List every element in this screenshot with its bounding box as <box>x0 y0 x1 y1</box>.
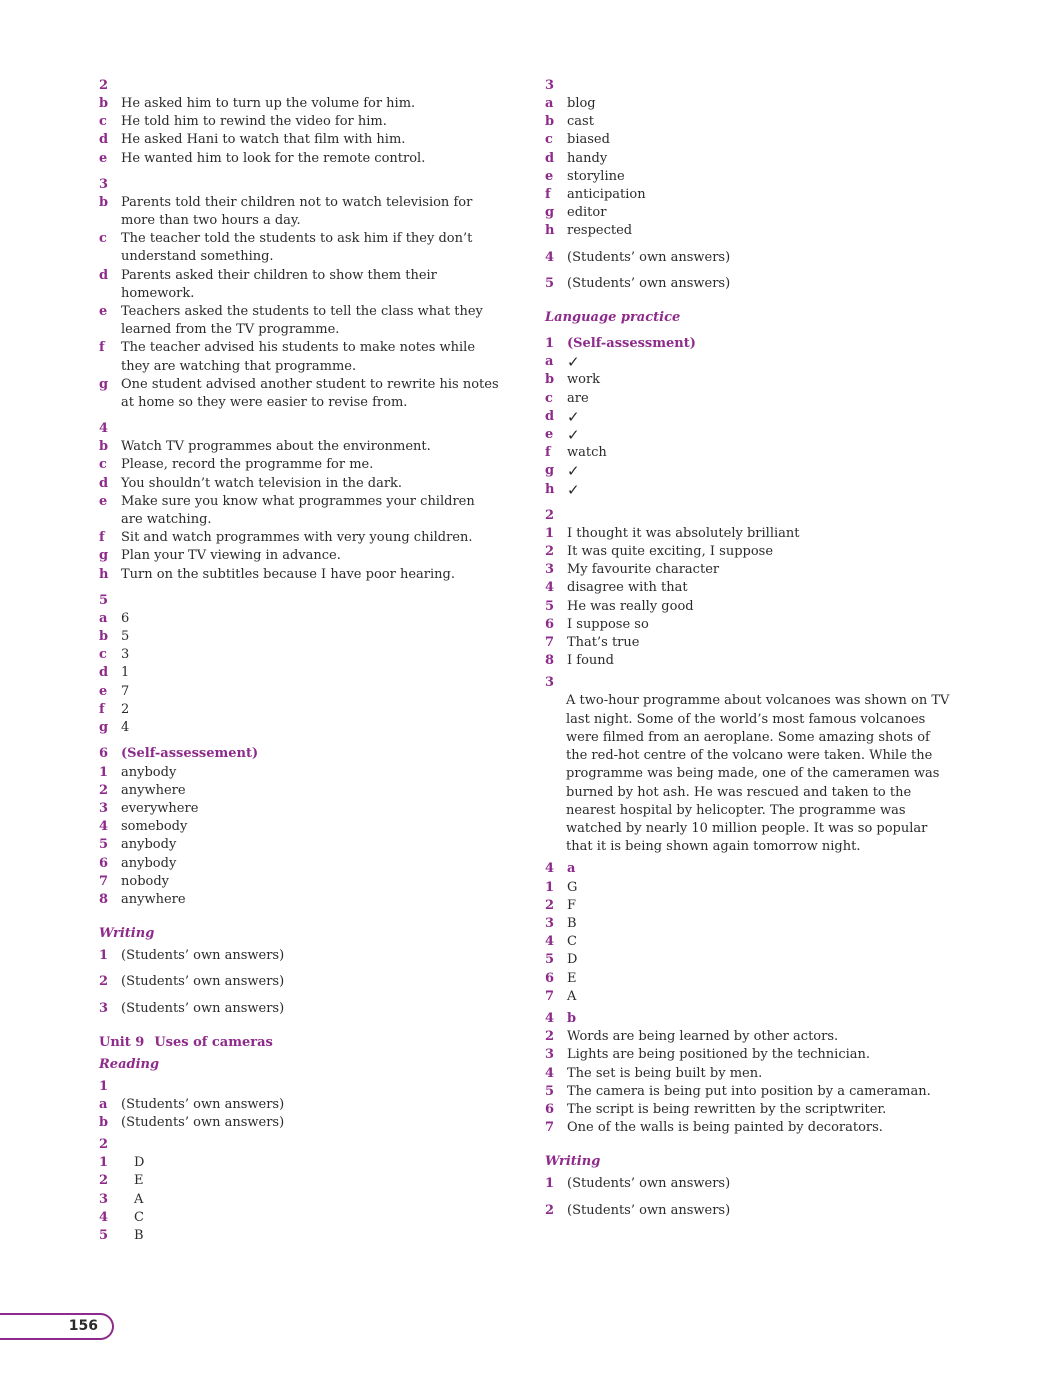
item-label: d <box>99 267 109 283</box>
item-text: 2 <box>121 701 130 717</box>
item-label: g <box>545 463 555 479</box>
item-label: h <box>99 566 109 582</box>
item-label: 7 <box>545 988 555 1004</box>
list-item <box>545 897 955 915</box>
item-label: 7 <box>99 873 109 889</box>
item-text: I suppose so <box>567 616 649 632</box>
item-label: 2 <box>545 544 555 560</box>
list-item <box>99 800 499 818</box>
list-item <box>545 951 955 969</box>
item-label: f <box>545 187 551 203</box>
list-item <box>99 610 499 628</box>
exercise-number: 2 <box>545 507 555 523</box>
item-label: 2 <box>99 1173 109 1189</box>
item-text: D <box>567 952 578 968</box>
exercise-header <box>99 745 499 763</box>
item-label: 6 <box>99 855 109 871</box>
answer-list <box>99 95 499 168</box>
item-text: 4 <box>121 720 130 736</box>
item-text: The camera is being put into position by a cameraman. <box>567 1083 931 1099</box>
list-item <box>545 408 955 426</box>
item-text: 3 <box>121 647 130 663</box>
item-text: 5 <box>121 629 130 645</box>
item-text: Words are being learned by other actors. <box>567 1029 839 1045</box>
item-label: b <box>99 629 109 645</box>
item-label: 2 <box>545 1202 555 1218</box>
item-label: 4 <box>99 1209 109 1225</box>
item-label: 4 <box>545 249 555 265</box>
list-item <box>545 1083 955 1101</box>
item-label: 8 <box>545 653 555 669</box>
list-item <box>99 818 499 836</box>
answer-list <box>545 1028 955 1137</box>
item-text: Parents told their children not to watch television for more than two hours a day. <box>121 194 473 229</box>
item-text: Sit and watch programmes with very young children. <box>121 530 473 546</box>
list-item <box>545 1175 955 1193</box>
list-item <box>99 267 499 303</box>
item-text: (Students’ own answers) <box>567 1202 731 1218</box>
item-label: 5 <box>545 275 555 291</box>
list-item <box>545 1101 955 1119</box>
list-item <box>99 873 499 891</box>
list-item <box>99 230 499 266</box>
item-text: watch <box>567 445 607 461</box>
list-item <box>99 194 499 230</box>
item-label: 6 <box>545 970 555 986</box>
item-text: (Students’ own answers) <box>121 1096 285 1112</box>
list-item <box>545 204 955 222</box>
list-item <box>99 547 499 565</box>
list-item <box>99 493 499 529</box>
item-label: e <box>545 427 554 443</box>
list-item <box>545 113 955 131</box>
item-label: 2 <box>545 1029 555 1045</box>
item-label: 1 <box>545 1176 555 1192</box>
list-item <box>545 481 955 499</box>
item-label: d <box>545 150 555 166</box>
list-item <box>99 1172 499 1190</box>
list-item <box>99 566 499 584</box>
section-heading-writing: Writing <box>99 926 155 942</box>
list-item <box>99 973 499 991</box>
item-text: (Students’ own answers) <box>567 275 731 291</box>
list-item <box>99 150 499 168</box>
unit-title <box>99 1034 499 1052</box>
item-text: cast <box>567 114 594 130</box>
item-label: e <box>99 304 108 320</box>
item-label: 4 <box>545 934 555 950</box>
list-item <box>545 275 955 293</box>
list-item <box>545 426 955 444</box>
exercise-number: 3 <box>99 176 109 192</box>
item-label: c <box>99 647 107 663</box>
unit-name: Uses of cameras <box>154 1034 273 1050</box>
item-label: c <box>545 132 553 148</box>
item-text: editor <box>567 205 607 221</box>
item-text: (Students’ own answers) <box>121 1114 285 1130</box>
item-label: 5 <box>99 1227 109 1243</box>
item-text: 7 <box>121 683 130 699</box>
item-text: Turn on the subtitles because I have poor hearing. <box>121 566 455 582</box>
item-label: 4 <box>545 580 555 596</box>
item-text: anybody <box>121 855 177 871</box>
item-text: The set is being built by men. <box>567 1065 763 1081</box>
item-label: 3 <box>99 1000 109 1016</box>
list-item <box>545 970 955 988</box>
list-item <box>545 371 955 389</box>
item-text: (Students’ own answers) <box>567 1176 731 1192</box>
item-label: 3 <box>99 1191 109 1207</box>
item-text: 6 <box>121 610 130 626</box>
section-heading-reading: Reading <box>99 1056 160 1072</box>
list-item <box>99 438 499 456</box>
item-text: biased <box>567 132 610 148</box>
exercise-number: 1 <box>99 1078 109 1094</box>
list-item <box>545 444 955 462</box>
item-label: h <box>545 223 555 239</box>
item-text: work <box>567 372 601 388</box>
exercise-title: (Self-assessment) <box>567 336 696 352</box>
section-heading-language-practice: Language practice <box>545 310 681 326</box>
item-label: d <box>99 132 109 148</box>
answer-list <box>545 95 955 241</box>
list-item <box>99 646 499 664</box>
item-text: are <box>567 390 589 406</box>
item-label: f <box>99 701 105 717</box>
list-item <box>99 628 499 646</box>
item-text: Lights are being positioned by the technician. <box>567 1047 871 1063</box>
list-item <box>99 1191 499 1209</box>
item-text: Watch TV programmes about the environment. <box>121 439 431 455</box>
item-label: 4 <box>99 819 109 835</box>
item-label: 2 <box>99 974 109 990</box>
list-item <box>545 150 955 168</box>
item-text: My favourite character <box>567 562 720 578</box>
item-label: f <box>545 445 551 461</box>
list-item <box>545 598 955 616</box>
list-item <box>545 186 955 204</box>
list-item <box>99 529 499 547</box>
list-item <box>99 764 499 782</box>
list-item <box>99 947 499 965</box>
answer-list <box>99 610 499 737</box>
list-item <box>99 719 499 737</box>
item-label: c <box>545 390 553 406</box>
list-item <box>545 1065 955 1083</box>
item-label: 3 <box>545 562 555 578</box>
list-item <box>545 390 955 408</box>
list-item <box>99 113 499 131</box>
item-text: E <box>567 970 577 986</box>
list-item <box>99 664 499 682</box>
item-text: He told him to rewind the video for him. <box>121 114 387 130</box>
list-item <box>99 1096 499 1114</box>
item-text: E <box>134 1173 144 1189</box>
list-item <box>99 701 499 719</box>
item-label: 1 <box>545 525 555 541</box>
answer-list <box>545 879 955 1006</box>
list-item <box>545 915 955 933</box>
passive-paragraph: A two-hour programme about volcanoes was shown on TV last night. Some of the world’s most famous volcanoes were filmed from an aeroplane. Some amazing shots of the red-hot centre of the volcano were taken. While the programme was being made, one of the cameramen was burned by hot ash. He was rescued and taken to the nearest hospital by helicopter. The programme was watched by nearly 10 million people. It was so popular that it is being shown again tomorrow night. <box>566 693 950 855</box>
item-label: 3 <box>545 915 555 931</box>
item-text: disagree with that <box>567 580 688 596</box>
item-label: a <box>99 1096 108 1112</box>
answer-list <box>545 353 955 499</box>
item-text: 1 <box>121 665 130 681</box>
section-heading-writing: Writing <box>545 1154 601 1170</box>
answer-list <box>99 194 499 412</box>
list-item <box>545 988 955 1006</box>
list-item <box>545 95 955 113</box>
item-text: He asked Hani to watch that film with him. <box>121 132 406 148</box>
list-item <box>99 683 499 701</box>
list-item <box>545 616 955 634</box>
item-label: b <box>99 194 109 210</box>
list-item <box>545 525 955 543</box>
item-label: 6 <box>545 616 555 632</box>
answer-list <box>545 1175 955 1219</box>
item-label: d <box>99 665 109 681</box>
item-text: everywhere <box>121 800 199 816</box>
unit-number: Unit 9 <box>99 1034 145 1050</box>
list-item <box>545 879 955 897</box>
list-item <box>545 462 955 480</box>
list-item <box>545 131 955 149</box>
item-label: 7 <box>545 1120 555 1136</box>
item-text: anywhere <box>121 891 186 907</box>
list-item <box>99 339 499 375</box>
item-text: C <box>567 934 577 950</box>
item-text: B <box>567 915 577 931</box>
answer-list <box>99 1154 499 1245</box>
item-text: (Students’ own answers) <box>121 948 285 964</box>
list-item <box>99 836 499 854</box>
item-label: h <box>545 481 555 497</box>
list-item <box>99 475 499 493</box>
item-label: a <box>99 610 108 626</box>
item-label: 7 <box>545 635 555 651</box>
item-text: The teacher advised his students to make notes while they are watching that programme. <box>121 340 476 374</box>
item-text: D <box>134 1155 145 1171</box>
item-label: f <box>99 530 105 546</box>
check-icon: ✓ <box>567 462 580 481</box>
exercise-header <box>545 1010 955 1028</box>
check-icon: ✓ <box>567 407 580 426</box>
check-icon: ✓ <box>567 480 580 499</box>
item-label: 3 <box>545 1047 555 1063</box>
item-text: That’s true <box>567 635 640 651</box>
answer-list <box>545 525 955 671</box>
list-item <box>545 1046 955 1064</box>
item-text: Plan your TV viewing in advance. <box>121 548 341 564</box>
item-text: He asked him to turn up the volume for him. <box>121 96 416 111</box>
list-item <box>545 1119 955 1137</box>
item-text: One student advised another student to rewrite his notes at home so they were easier to revise from. <box>121 376 499 411</box>
item-label: 1 <box>99 948 109 964</box>
list-item <box>545 634 955 652</box>
item-label: d <box>99 475 109 491</box>
item-text: One of the walls is being painted by decorators. <box>567 1120 883 1136</box>
item-label: e <box>99 493 108 509</box>
item-label: e <box>99 683 108 699</box>
list-item <box>99 855 499 873</box>
item-text: Parents asked their children to show them their homework. <box>121 267 437 301</box>
item-text: (Students’ own answers) <box>567 249 731 265</box>
item-text: (Students’ own answers) <box>121 1000 285 1016</box>
item-label: b <box>99 439 109 455</box>
item-text: blog <box>567 96 596 111</box>
item-label: 1 <box>99 764 109 780</box>
item-text: The teacher told the students to ask him if they don’t understand something. <box>121 231 473 265</box>
item-label: g <box>99 548 109 564</box>
answer-list <box>99 1096 499 1132</box>
item-label: a <box>545 354 554 370</box>
item-text: anybody <box>121 764 177 780</box>
answer-list <box>99 438 499 584</box>
exercise-number: 6 <box>99 746 109 762</box>
item-label: d <box>545 408 555 424</box>
item-label: 1 <box>99 1155 109 1171</box>
check-icon: ✓ <box>567 353 580 372</box>
item-text: storyline <box>567 168 625 184</box>
list-item <box>99 1114 499 1132</box>
item-text: F <box>567 897 577 913</box>
left-column <box>99 77 499 1245</box>
item-text: Make sure you know what programmes your children are watching. <box>121 493 475 528</box>
item-label: e <box>545 168 554 184</box>
item-label: 4 <box>545 1065 555 1081</box>
exercise-number: 5 <box>99 592 109 608</box>
item-label: 5 <box>545 952 555 968</box>
item-label: c <box>99 457 107 473</box>
list-item <box>545 561 955 579</box>
item-label: 1 <box>545 879 555 895</box>
item-text: I found <box>567 653 614 669</box>
item-text: anywhere <box>121 782 186 798</box>
list-item <box>545 652 955 670</box>
exercise-number: 4 <box>545 1010 555 1026</box>
list-item <box>99 1209 499 1227</box>
exercise-header <box>545 860 955 878</box>
item-label: b <box>545 114 555 130</box>
exercise-number: 4 <box>99 421 109 437</box>
item-label: e <box>99 150 108 166</box>
exercise-number: 2 <box>99 1137 109 1153</box>
item-text: A <box>567 988 577 1004</box>
list-item <box>99 782 499 800</box>
item-label: 6 <box>545 1101 555 1117</box>
exercise-number: 2 <box>99 78 109 93</box>
item-label: 5 <box>545 1083 555 1099</box>
item-label: f <box>99 340 105 356</box>
item-label: b <box>99 1114 109 1130</box>
item-text: nobody <box>121 873 170 889</box>
item-text: It was quite exciting, I suppose <box>567 544 774 560</box>
page-number: 156 <box>68 1318 98 1334</box>
list-item <box>545 933 955 951</box>
item-text: I thought it was absolutely brilliant <box>567 525 800 541</box>
list-item <box>545 249 955 267</box>
list-item <box>545 543 955 561</box>
item-label: c <box>99 231 107 247</box>
list-item <box>99 131 499 149</box>
answer-list <box>99 764 499 910</box>
list-item <box>99 95 499 113</box>
exercise-header <box>545 335 955 353</box>
item-label: c <box>99 114 107 130</box>
exercise-title: (Self-assessement) <box>121 746 259 762</box>
item-label: b <box>99 96 109 111</box>
item-text: G <box>567 879 578 895</box>
exercise-number: 3 <box>545 78 555 93</box>
page-number-tab <box>0 1313 114 1340</box>
list-item <box>99 303 499 339</box>
item-text: (Students’ own answers) <box>121 974 285 990</box>
list-item <box>545 168 955 186</box>
item-text: A <box>134 1191 144 1207</box>
item-text: The script is being rewritten by the scriptwriter. <box>567 1101 887 1117</box>
list-item <box>99 456 499 474</box>
item-label: g <box>545 205 555 221</box>
item-label: g <box>99 376 109 392</box>
list-item <box>99 1154 499 1172</box>
list-item <box>99 1000 499 1018</box>
exercise-part: b <box>567 1010 577 1026</box>
item-text: handy <box>567 150 608 166</box>
check-icon: ✓ <box>567 426 580 445</box>
item-text: You shouldn’t watch television in the dark. <box>121 475 403 491</box>
item-text: anticipation <box>567 187 646 203</box>
list-item <box>545 353 955 371</box>
list-item <box>545 1202 955 1220</box>
item-label: 2 <box>545 897 555 913</box>
item-text: He was really good <box>567 598 694 614</box>
item-text: anybody <box>121 837 177 853</box>
item-label: 5 <box>545 598 555 614</box>
list-item <box>545 222 955 240</box>
exercise-number: 1 <box>545 336 555 352</box>
item-label: g <box>99 720 109 736</box>
list-item <box>545 1028 955 1046</box>
exercise-number: 4 <box>545 861 555 877</box>
item-label: 2 <box>99 782 109 798</box>
item-label: a <box>545 96 554 111</box>
item-text: respected <box>567 223 633 239</box>
exercise-part: a <box>567 861 576 877</box>
item-text: He wanted him to look for the remote control. <box>121 150 426 166</box>
right-column <box>545 77 955 1220</box>
list-item <box>99 1227 499 1245</box>
exercise-number: 3 <box>545 675 555 691</box>
list-item <box>99 376 499 412</box>
item-text: C <box>134 1209 144 1225</box>
item-text: Teachers asked the students to tell the class what they learned from the TV programme. <box>121 304 483 338</box>
answer-list <box>99 947 499 1018</box>
item-label: 8 <box>99 891 109 907</box>
item-label: 3 <box>99 800 109 816</box>
item-text: somebody <box>121 819 188 835</box>
item-text: B <box>134 1227 144 1243</box>
list-item <box>545 579 955 597</box>
item-label: b <box>545 372 555 388</box>
list-item <box>99 891 499 909</box>
item-label: 5 <box>99 837 109 853</box>
item-text: Please, record the programme for me. <box>121 457 374 473</box>
